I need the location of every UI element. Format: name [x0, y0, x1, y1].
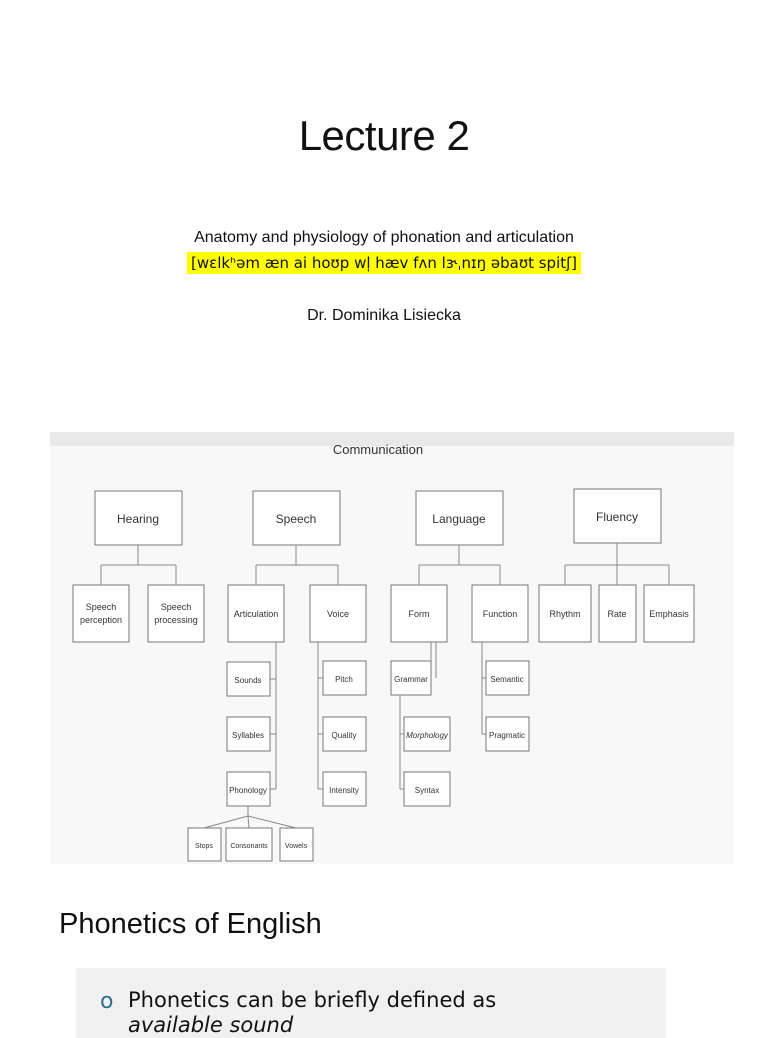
- label-syllables: Syllables: [231, 731, 265, 740]
- label-speech-processing-1: Speech: [160, 602, 192, 612]
- bullet-line-1: Phonetics can be briefly defined as: [128, 988, 497, 1012]
- box-speech-perception: [73, 585, 129, 642]
- bullet-text: [128, 988, 648, 1038]
- section-heading: Phonetics of English: [59, 908, 322, 940]
- label-semantic: Semantic: [490, 675, 524, 684]
- label-articulation: Articulation: [233, 609, 279, 619]
- label-speech-processing-2: processing: [154, 615, 198, 625]
- label-consonants: Consonants: [230, 843, 268, 850]
- label-speech-perception-1: Speech: [85, 602, 117, 612]
- label-form: Form: [408, 609, 430, 619]
- ipa-transcription-line: [0, 254, 768, 273]
- box-speech-processing: [148, 585, 204, 642]
- label-vowels: Vowels: [284, 843, 308, 850]
- label-rate: Rate: [607, 609, 627, 619]
- label-fluency: Fluency: [595, 510, 639, 524]
- label-speech-perception-2: perception: [79, 615, 123, 625]
- author-name: Dr. Dominika Lisiecka: [307, 307, 461, 324]
- communication-diagram: [50, 432, 734, 864]
- label-grammar: Grammar: [394, 675, 428, 684]
- label-emphasis: Emphasis: [649, 609, 689, 619]
- diagram-svg: [50, 432, 734, 864]
- label-voice: Voice: [326, 609, 350, 619]
- label-speech: Speech: [275, 512, 317, 526]
- root-label: Communication: [332, 442, 424, 457]
- bullet-line-2: available sound: [128, 1013, 294, 1037]
- slide-subtitle: Anatomy and physiology of phonation and articulation: [194, 229, 574, 246]
- label-function: Function: [482, 609, 518, 619]
- label-phonology: Phonology: [229, 786, 267, 795]
- bullet-marker: o: [100, 989, 114, 1014]
- label-syntax: Syntax: [414, 786, 440, 795]
- label-intensity: Intensity: [329, 786, 359, 795]
- label-morphology: Morphology: [406, 731, 448, 740]
- slide-title: Lecture 2: [298, 112, 470, 159]
- label-stops: Stops: [195, 843, 213, 850]
- label-hearing: Hearing: [116, 512, 160, 526]
- label-pragmatic: Pragmatic: [488, 731, 526, 740]
- label-quality: Quality: [331, 731, 357, 740]
- label-pitch: Pitch: [335, 675, 353, 684]
- label-language: Language: [432, 512, 486, 526]
- ipa-transcription: [wɛlkʰəm æn ai hoʊp wl̩ hæv fʌn lɝˌnɪŋ əbaʊt spitʃ]: [187, 252, 581, 274]
- label-sounds: Sounds: [234, 676, 262, 685]
- label-rhythm: Rhythm: [549, 609, 581, 619]
